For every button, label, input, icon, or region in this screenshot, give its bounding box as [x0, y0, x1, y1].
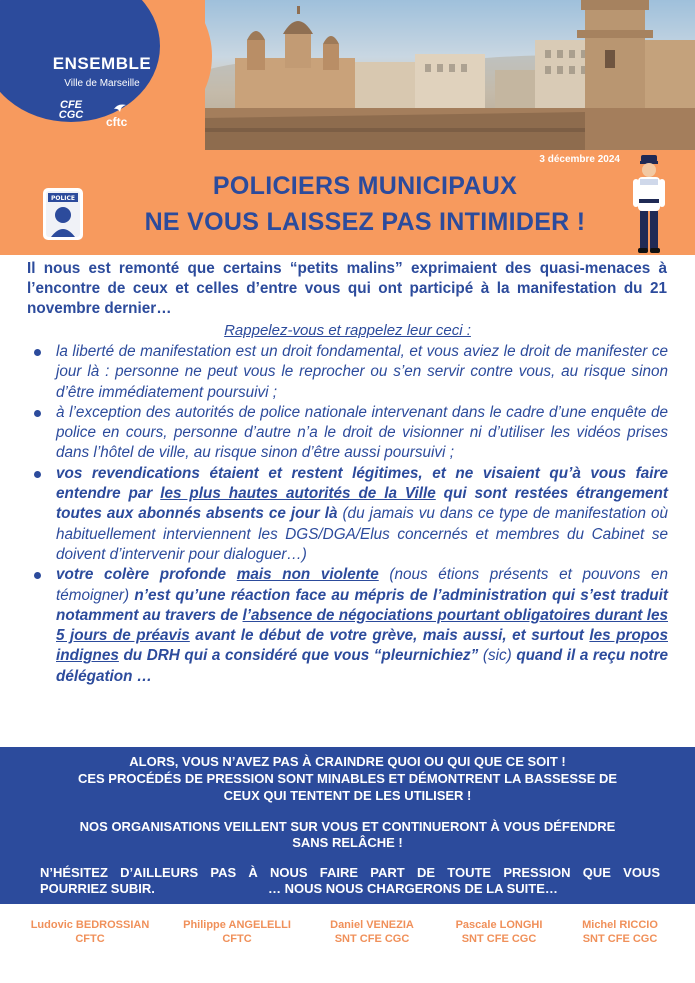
signature-org: CFTC — [222, 933, 252, 945]
reminder-heading: Rappelez-vous et rappelez leur ceci : — [224, 322, 471, 339]
cfe-cgc-logo: CFE CGC — [58, 99, 84, 121]
signature-org: CFTC — [75, 933, 105, 945]
bullet-item — [30, 403, 668, 464]
signature-org: SNT CFE CGC — [582, 933, 658, 945]
signature-block — [307, 918, 437, 946]
callout-line-3: CEUX QUI TENTENT DE LES UTILISER ! — [223, 788, 472, 803]
publication-date: 3 décembre 2024 — [539, 154, 620, 165]
signature-name: Pascale LONGHI — [455, 919, 543, 931]
bullet-text-aside: (sic) — [482, 647, 512, 665]
signature-name: Philippe ANGELELLI — [183, 919, 291, 931]
bullet-text-underlined: les plus hautes autorités de la Ville — [160, 485, 436, 503]
bullet-dot-icon — [34, 572, 41, 579]
bullet-item — [30, 464, 668, 565]
logo-title: ENSEMBLE — [52, 54, 152, 73]
logo-subtitle: Ville de Marseille — [64, 78, 140, 89]
signature-block — [555, 918, 685, 946]
bullet-text: du DRH qui a considéré que vous “pleurnichiez” — [118, 647, 483, 665]
bullet-dot-icon — [34, 471, 41, 478]
callout-line-1: ALORS, VOUS N’AVEZ PAS À CRAINDRE QUOI OU QUI QUE CE SOIT ! — [129, 754, 566, 769]
bullet-text-aside: (du jamais vu dans ce type de manifestation où habituellement interviennent les DGS/DGA/Elus concernés et membres du Cabinet se doivent d’intervenir pour dialoguer…) — [56, 505, 668, 563]
header-band — [0, 0, 695, 255]
callout-line-7a: POURRIEZ SUBIR. — [40, 881, 155, 896]
police-badge-icon — [42, 187, 84, 241]
police-officer-illustration — [630, 155, 668, 255]
cftc-bird-icon — [114, 103, 126, 112]
badge-text: POLICE — [50, 195, 76, 202]
bullet-text-underlined: mais non violente — [236, 566, 379, 584]
bullet-item — [30, 565, 668, 687]
callout-line-4: NOS ORGANISATIONS VEILLENT SUR VOUS ET CONTINUERONT À VOUS DÉFENDRE — [79, 819, 616, 834]
bullet-text: vos revendications étaient et restent légitimes, et ne visaient qu’à vous faire entendre par — [56, 464, 668, 503]
callout-line-2: CES PROCÉDÉS DE PRESSION SONT MINABLES ET DÉMONTRENT LA BASSESSE DE — [77, 771, 618, 786]
intro-paragraph: Il nous est remonté que certains “petits malins” exprimaient des quasi-menaces à l’encontre de ceux et celles d’entre vous qui ont participé à la manifestation du 21 novembre dernier… — [27, 260, 667, 317]
signature-block — [434, 918, 564, 946]
bullet-text: n’est qu’une réaction face au mépris de l’administration qui s’est traduit notamment au travers de — [56, 586, 668, 624]
signature-name: Ludovic BEDROSSIAN — [30, 919, 150, 931]
callout-box — [0, 747, 695, 904]
bullet-text: quand il a reçu notre délégation … — [56, 647, 668, 685]
bullet-text-underlined: les propos indignes — [56, 627, 668, 665]
bullet-text-underlined: l’absence de négociations pourtant obligatoires durant les 5 jours de préavis — [56, 606, 669, 645]
marseille-cityscape-photo — [205, 0, 695, 150]
callout-line-6: N’HÉSITEZ D’AILLEURS PAS À NOUS FAIRE PART DE TOUTE PRESSION QUE VOUS — [40, 865, 660, 880]
title-line-2: NE VOUS LAISSEZ PAS INTIMIDER ! — [144, 208, 586, 236]
bullet-dot-icon — [34, 410, 41, 417]
signature-org: SNT CFE CGC — [334, 933, 410, 945]
callout-line-7b: … NOUS NOUS CHARGERONS DE LA SUITE… — [268, 881, 558, 896]
signature-org: SNT CFE CGC — [461, 933, 537, 945]
bullet-dot-icon — [34, 349, 41, 356]
bullet-text: qui sont restées étrangement toutes aux abonnés absents ce jour là — [56, 485, 668, 523]
signature-block — [25, 918, 155, 946]
title-line-1: POLICIERS MUNICIPAUX — [212, 172, 518, 200]
signature-block — [172, 918, 302, 946]
bullet-text: votre colère profonde — [56, 566, 237, 584]
bullet-text: la liberté de manifestation est un droit fondamental, et vous aviez le droit de manifester ce jour là : personne ne peut vous le reprocher ou s’en servir contre vous, au risque sinon d’être immédiatement poursuivi ; — [56, 343, 668, 401]
bullet-text-aside: (nous étions présents et pouvons en témoigner) — [56, 566, 669, 604]
bullet-item — [30, 342, 668, 403]
signature-name: Daniel VENEZIA — [330, 919, 414, 931]
callout-line-5: SANS RELÂCHE ! — [292, 835, 403, 850]
bullet-text: à l’exception des autorités de police nationale intervenant dans le cadre d’une enquête de police en cours, personne d’autre n’a le droit de visionner ni d’utiliser les vidéos prises dans l’hôtel de ville, au risque sinon d’être aussi poursuivi ; — [56, 403, 668, 462]
cftc-logo: cftc — [106, 115, 128, 129]
bullet-text: avant le début de votre grève, mais aussi, et surtout — [189, 627, 590, 645]
bullet-list — [30, 342, 668, 687]
signature-name: Michel RICCIO — [582, 919, 658, 931]
